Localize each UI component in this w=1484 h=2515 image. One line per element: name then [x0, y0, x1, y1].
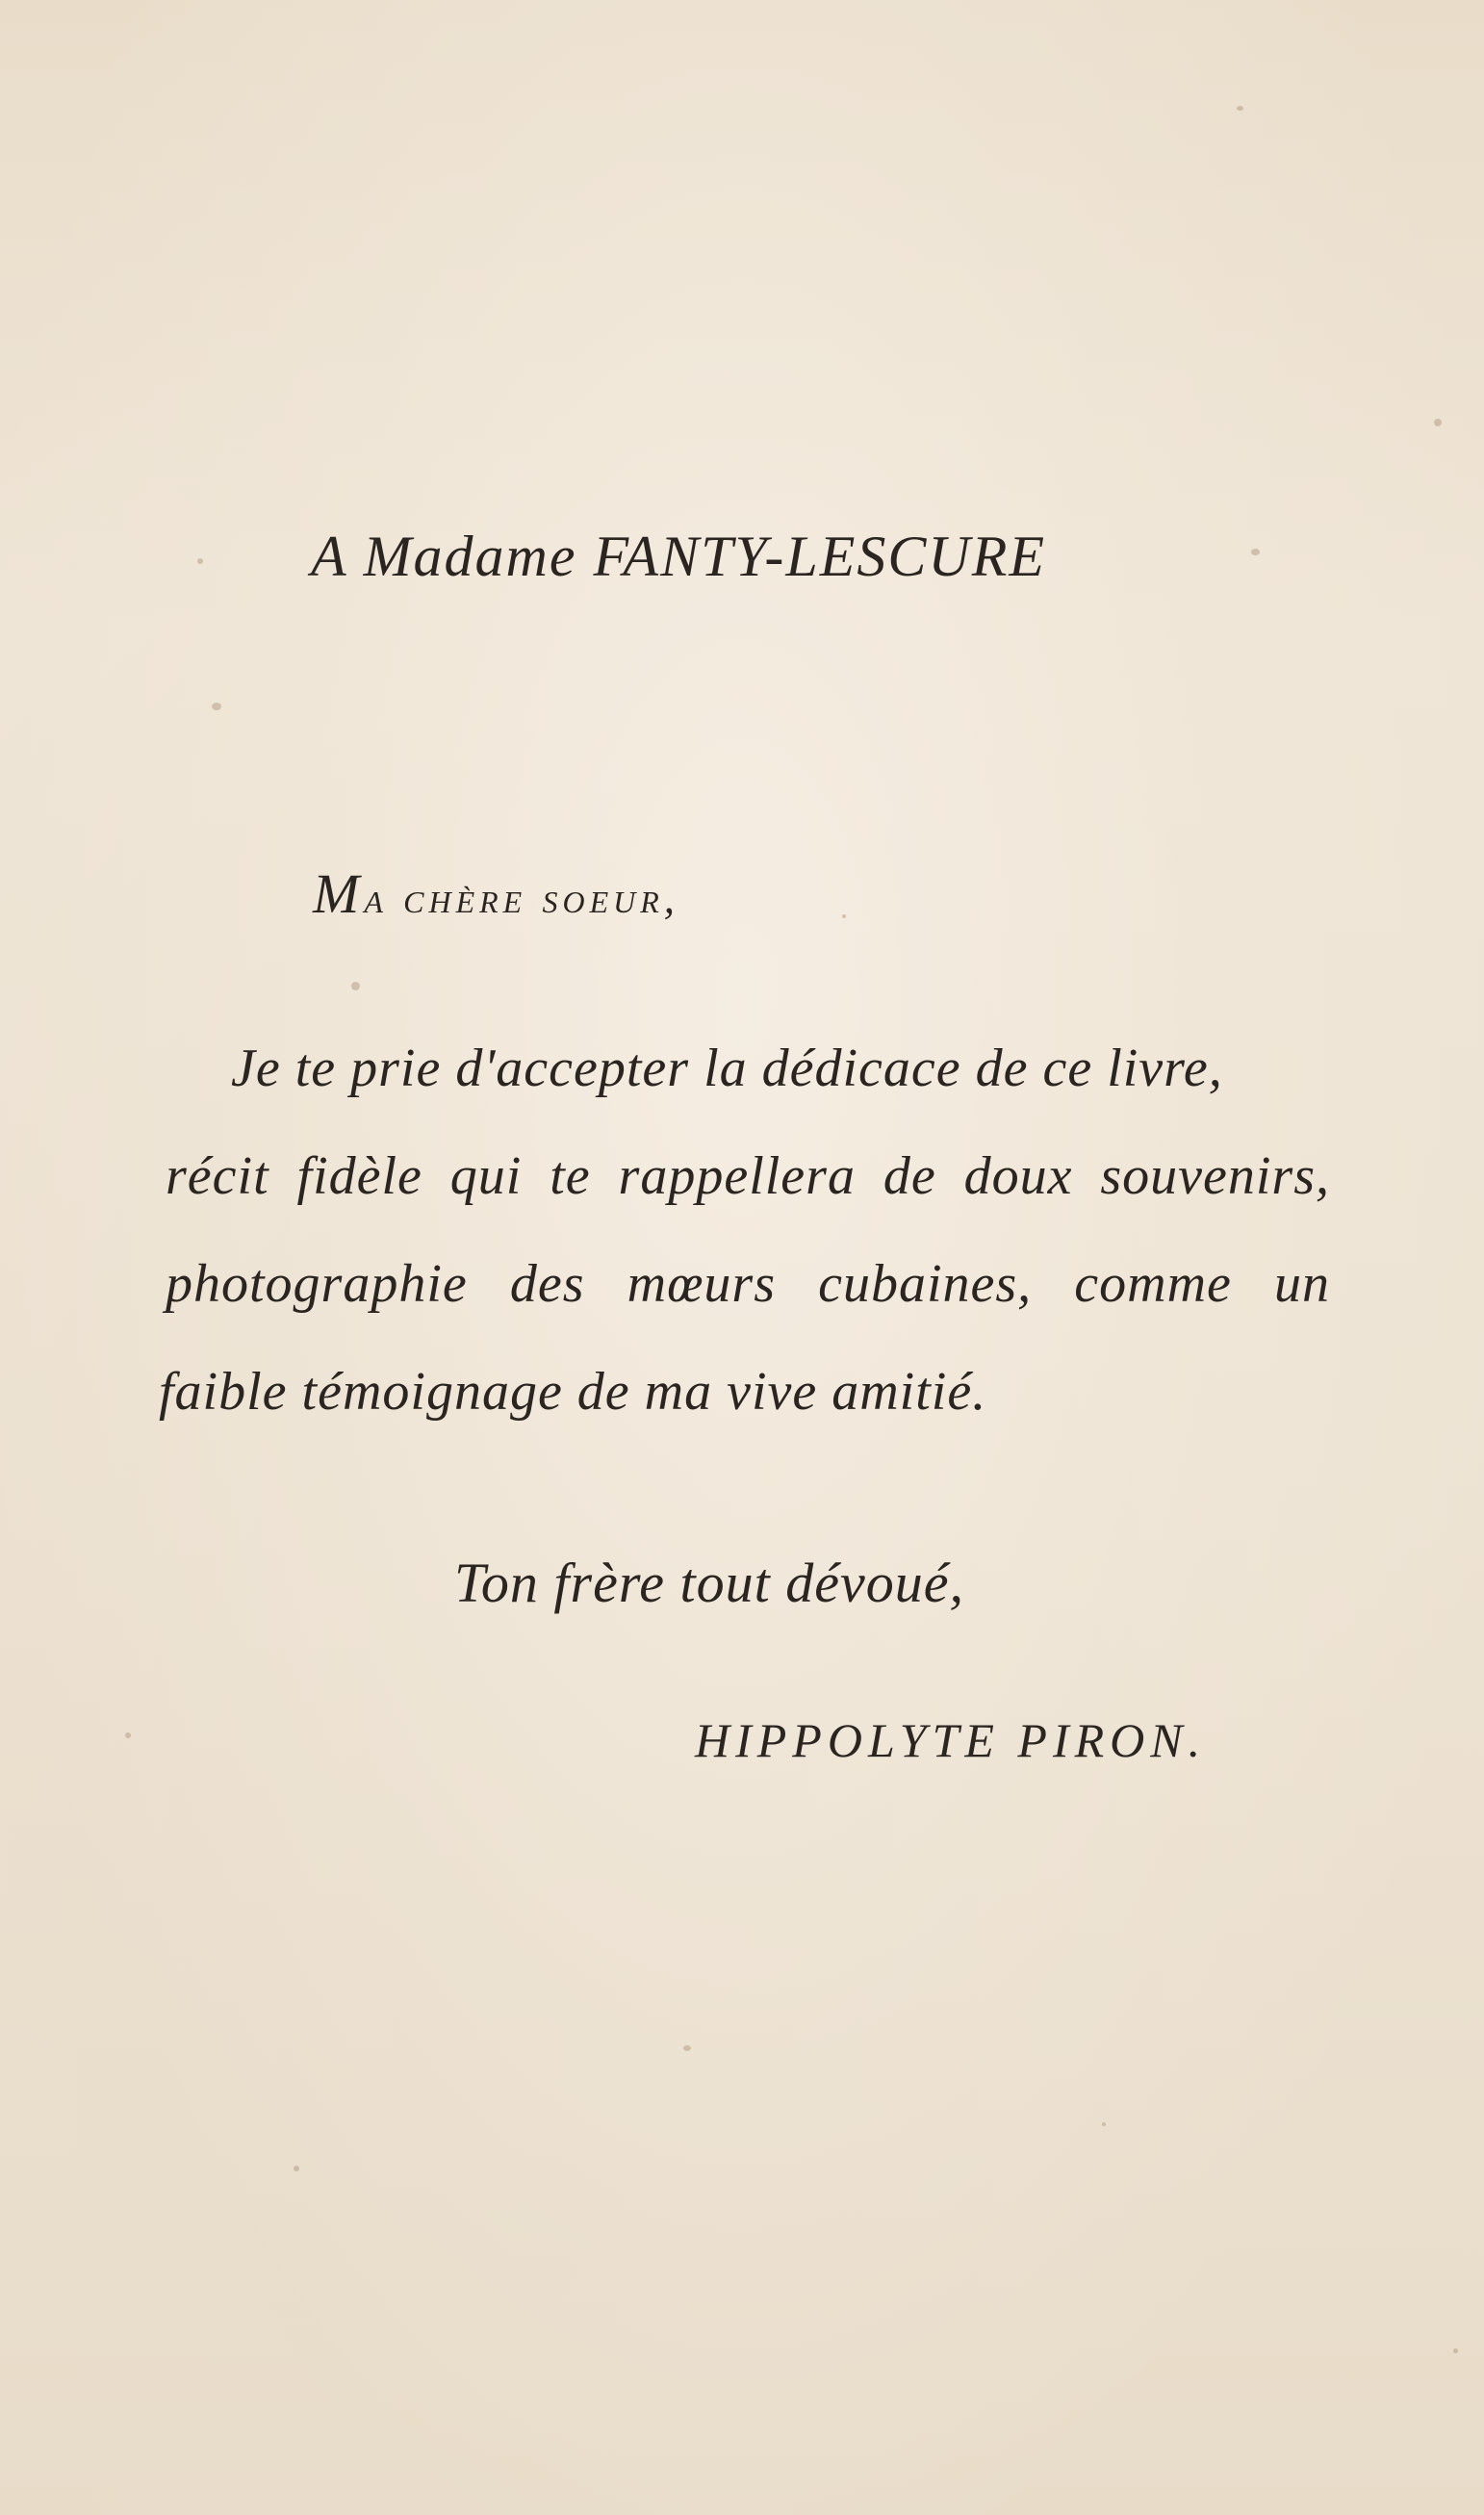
paper-speck: [212, 703, 221, 710]
paper-speck: [197, 558, 203, 564]
paper-speck: [842, 914, 846, 918]
dedication-body-line: Je te prie d'accepter la dédicace de ce livre,: [231, 1039, 1223, 1098]
paper-speck: [125, 1732, 131, 1738]
paper-speck: [294, 2166, 299, 2171]
closing-line: Ton frère tout dévoué,: [454, 1552, 964, 1614]
salutation-text: a chère soeur,: [364, 874, 680, 922]
signature: HIPPOLYTE PIRON.: [695, 1713, 1207, 1767]
dedication-body-line: récit fidèle qui te rappellera de doux souvenirs,: [166, 1146, 1330, 1206]
paper-speck: [1453, 2348, 1458, 2353]
dedication-body-line: photographie des mœurs cubaines, comme un: [166, 1254, 1330, 1314]
paper-speck: [1434, 419, 1442, 426]
salutation-initial: M: [313, 862, 365, 925]
paper-speck: [351, 982, 360, 990]
paper-speck: [1237, 106, 1243, 111]
paper-speck: [683, 2045, 691, 2051]
paper-speck: [1102, 2122, 1106, 2126]
dedication-body-line: faible témoignage de ma vive amitié.: [159, 1362, 987, 1422]
paper-speck: [1251, 549, 1260, 555]
dedication-title: A Madame FANTY-LESCURE: [311, 525, 1047, 588]
salutation: [313, 862, 680, 925]
